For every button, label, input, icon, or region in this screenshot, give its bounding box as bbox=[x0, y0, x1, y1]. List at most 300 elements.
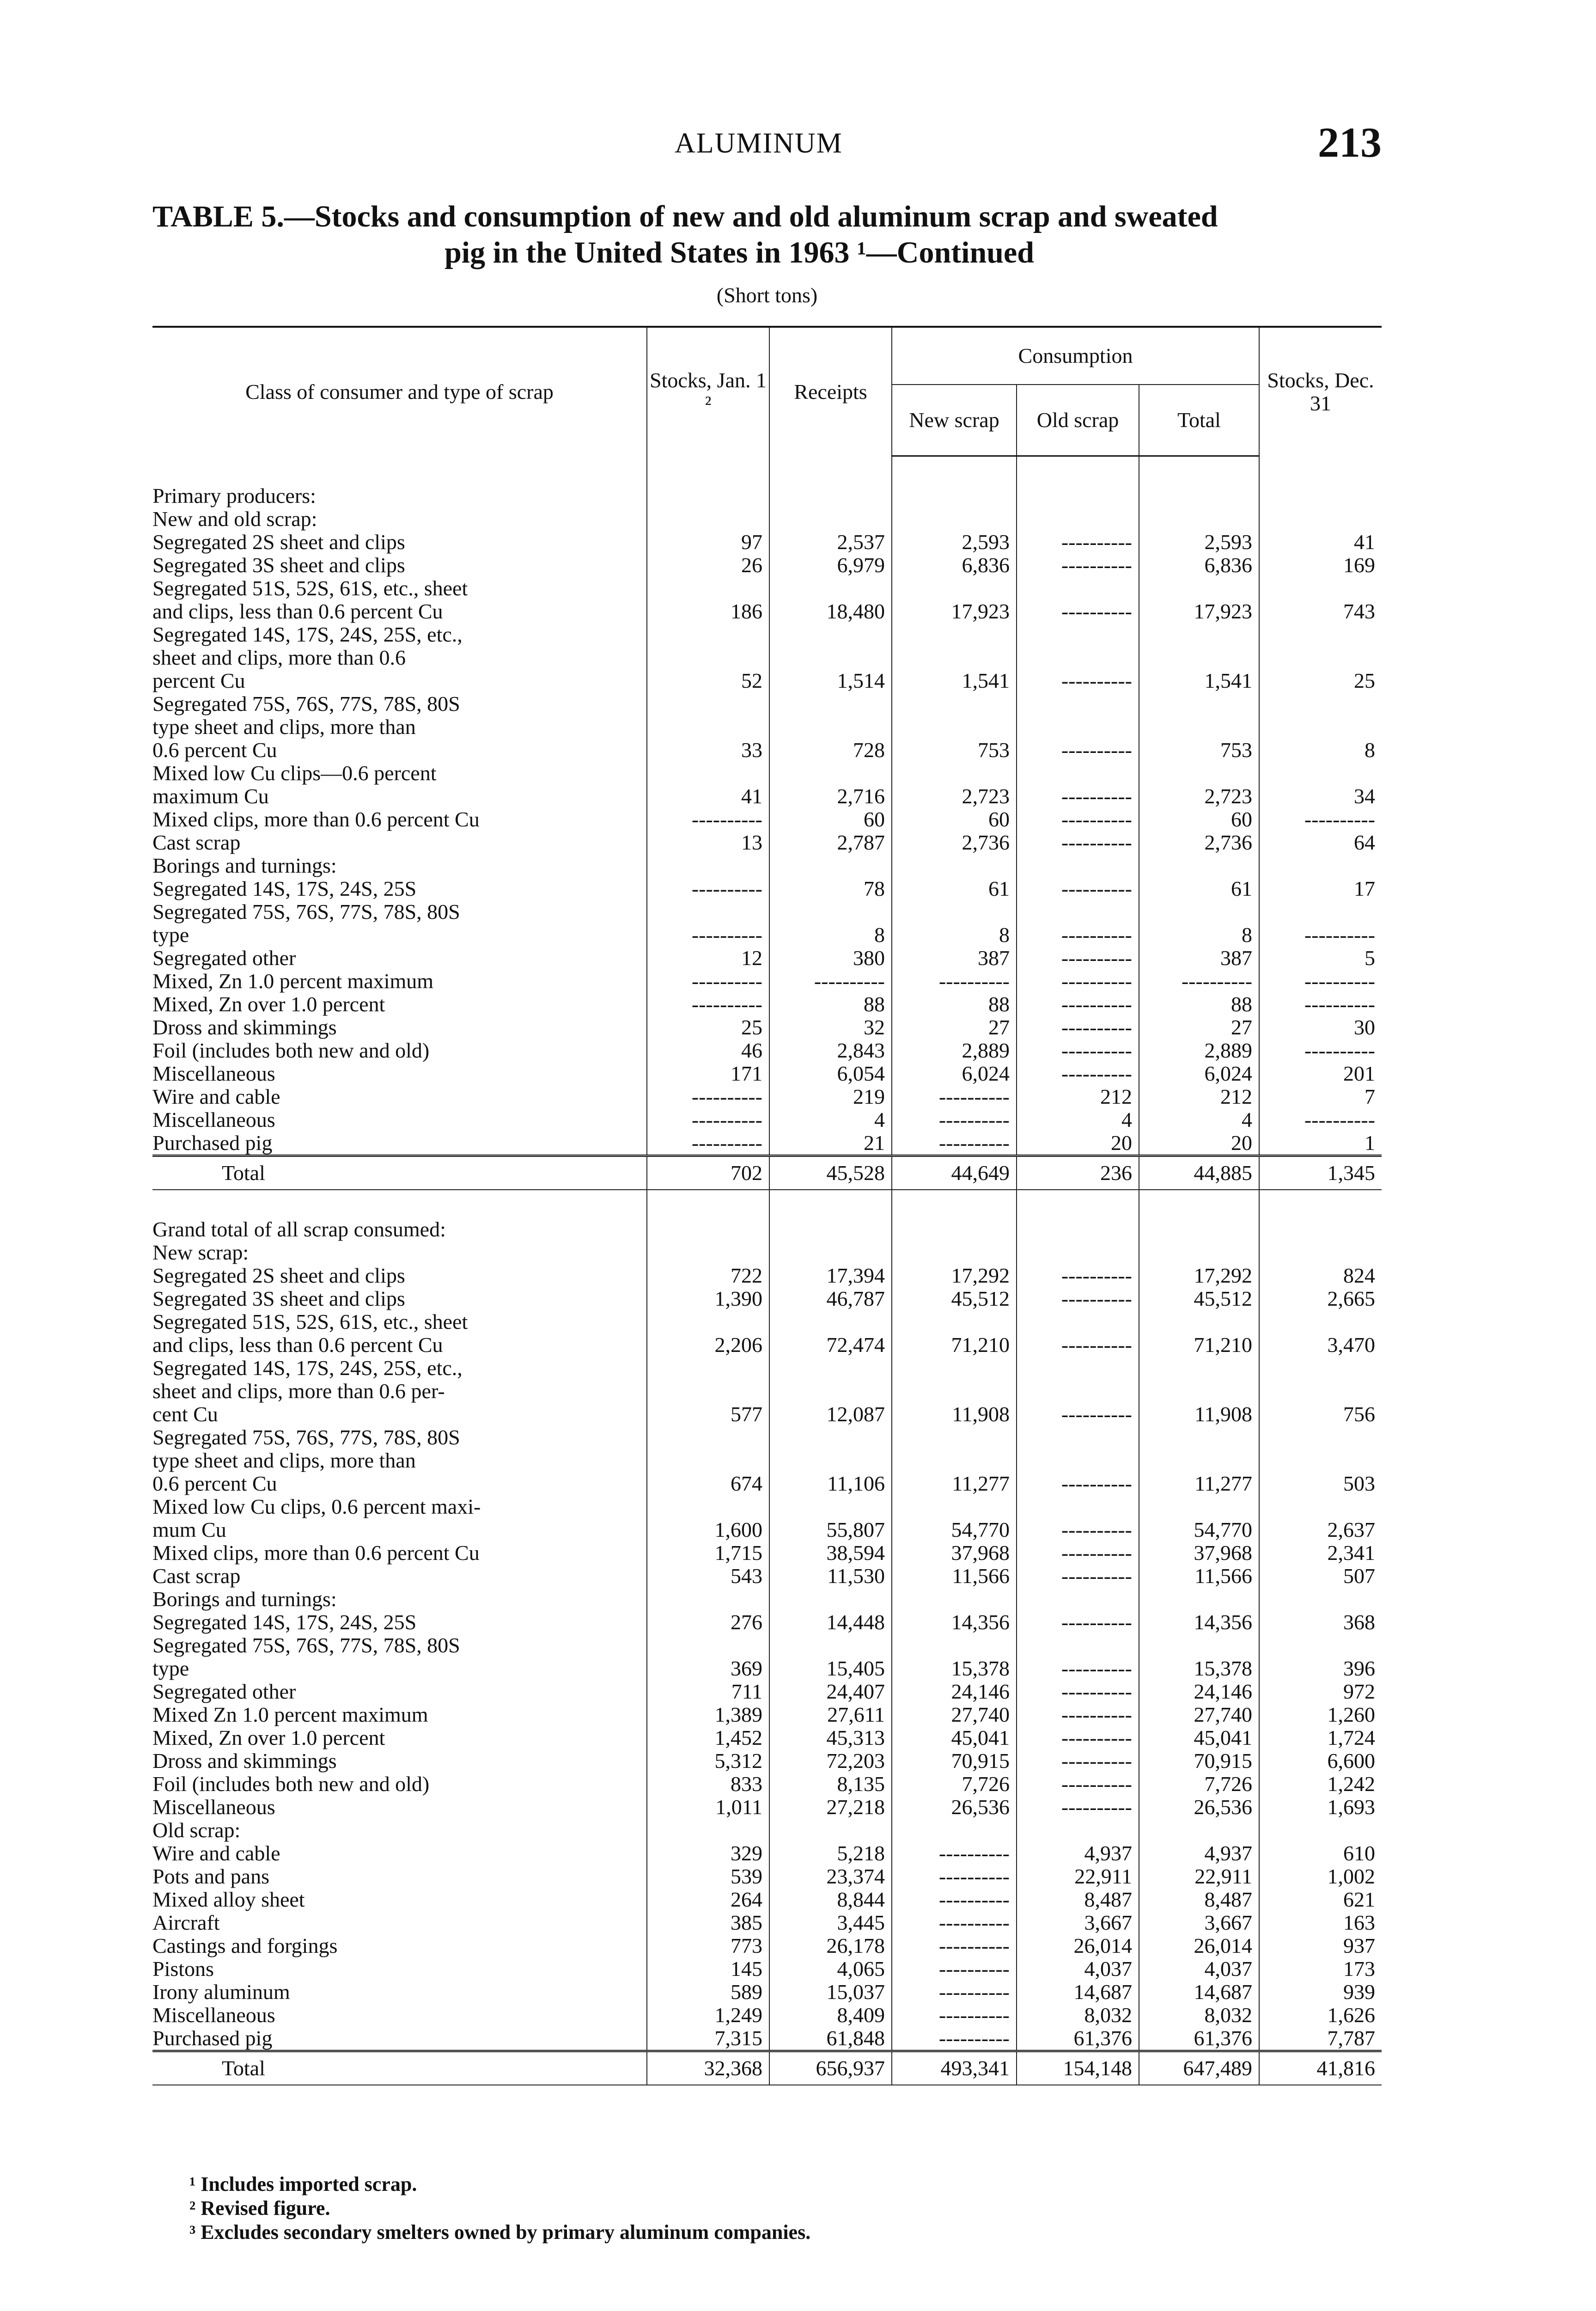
cell-total: 4,937 bbox=[1139, 1842, 1259, 1865]
cell-stocks-dec: ---------- bbox=[1259, 1039, 1382, 1062]
cell-receipts: 728 bbox=[769, 739, 892, 762]
row-label: Segregated other bbox=[152, 1680, 296, 1703]
cell-stocks-dec bbox=[1259, 1426, 1382, 1449]
cell-stocks-dec bbox=[1259, 1588, 1382, 1611]
table-row bbox=[152, 600, 1382, 623]
cell-new-scrap bbox=[892, 762, 1017, 785]
cell-receipts bbox=[769, 1310, 892, 1333]
table-row bbox=[152, 1773, 1382, 1796]
cell-new-scrap bbox=[892, 1426, 1017, 1449]
cell-receipts: 38,594 bbox=[769, 1541, 892, 1565]
cell-stocks-jan: 41 bbox=[647, 785, 769, 808]
table-row bbox=[152, 1981, 1382, 2004]
cell-old-scrap: ---------- bbox=[1017, 1726, 1139, 1749]
cell-receipts: 8,844 bbox=[769, 1888, 892, 1911]
cell-stocks-dec bbox=[1259, 1241, 1382, 1264]
cell-old-scrap: 154,148 bbox=[1017, 2051, 1139, 2085]
cell-stocks-dec: 756 bbox=[1259, 1403, 1382, 1426]
cell-total: 11,908 bbox=[1139, 1403, 1259, 1426]
cell-receipts: 17,394 bbox=[769, 1264, 892, 1287]
cell-stocks-dec: 1,724 bbox=[1259, 1726, 1382, 1749]
cell-old-scrap: 4,037 bbox=[1017, 1957, 1139, 1981]
cell-stocks-dec: 396 bbox=[1259, 1657, 1382, 1680]
row-label: and clips, less than 0.6 percent Cu bbox=[152, 1333, 443, 1357]
cell-receipts: 2,716 bbox=[769, 785, 892, 808]
cell-stocks-jan: ---------- bbox=[647, 877, 769, 900]
cell-receipts bbox=[769, 1380, 892, 1403]
table-row bbox=[152, 1842, 1382, 1865]
cell-receipts: 15,405 bbox=[769, 1657, 892, 1680]
cell-stocks-jan: ---------- bbox=[647, 1131, 769, 1156]
cell-total bbox=[1139, 1449, 1259, 1472]
table-header bbox=[152, 327, 1382, 456]
cell-total bbox=[1139, 692, 1259, 715]
cell-total: 61 bbox=[1139, 877, 1259, 900]
row-label: Segregated 3S sheet and clips bbox=[152, 1287, 405, 1310]
cell-total: 2,889 bbox=[1139, 1039, 1259, 1062]
cell-total: 7,726 bbox=[1139, 1773, 1259, 1796]
cell-stocks-jan: 52 bbox=[647, 669, 769, 692]
cell-new-scrap: ---------- bbox=[892, 2027, 1017, 2051]
cell-old-scrap: ---------- bbox=[1017, 1039, 1139, 1062]
cell-old-scrap bbox=[1017, 1634, 1139, 1657]
row-label: Aircraft bbox=[152, 1911, 220, 1934]
row-label: Miscellaneous bbox=[152, 1062, 275, 1085]
cell-stocks-dec bbox=[1259, 715, 1382, 739]
cell-new-scrap: ---------- bbox=[892, 1865, 1017, 1888]
table-row bbox=[152, 1957, 1382, 1981]
cell-old-scrap: 236 bbox=[1017, 1156, 1139, 1190]
table-row bbox=[152, 947, 1382, 970]
cell-stocks-dec bbox=[1259, 762, 1382, 785]
cell-receipts: 26,178 bbox=[769, 1934, 892, 1957]
section-row bbox=[152, 900, 1382, 923]
cell-total bbox=[1139, 1357, 1259, 1380]
cell-stocks-dec bbox=[1259, 1357, 1382, 1380]
cell-receipts bbox=[769, 1819, 892, 1842]
row-label: Miscellaneous bbox=[152, 2004, 275, 2027]
footnote-3: ³ Excludes secondary smelters owned by primary aluminum companies. bbox=[189, 2221, 811, 2244]
cell-old-scrap bbox=[1017, 715, 1139, 739]
table-row bbox=[152, 2027, 1382, 2051]
cell-old-scrap bbox=[1017, 692, 1139, 715]
cell-old-scrap: ---------- bbox=[1017, 1403, 1139, 1426]
table-row bbox=[152, 1403, 1382, 1426]
section-row bbox=[152, 1449, 1382, 1472]
cell-stocks-jan: 543 bbox=[647, 1565, 769, 1588]
cell-new-scrap: 27,740 bbox=[892, 1703, 1017, 1726]
cell-stocks-jan bbox=[647, 623, 769, 646]
cell-stocks-dec: 972 bbox=[1259, 1680, 1382, 1703]
cell-total: 45,512 bbox=[1139, 1287, 1259, 1310]
row-label: sheet and clips, more than 0.6 per- bbox=[152, 1380, 445, 1403]
cell-total: 11,566 bbox=[1139, 1565, 1259, 1588]
cell-receipts: 8,135 bbox=[769, 1773, 892, 1796]
cell-receipts: 4,065 bbox=[769, 1957, 892, 1981]
cell-old-scrap: ---------- bbox=[1017, 1016, 1139, 1039]
row-label: type bbox=[152, 1657, 189, 1680]
cell-receipts: 3,445 bbox=[769, 1911, 892, 1934]
cell-old-scrap: ---------- bbox=[1017, 1796, 1139, 1819]
table-body bbox=[152, 456, 1382, 2085]
footnote-1: ¹ Includes imported scrap. bbox=[189, 2173, 417, 2195]
cell-old-scrap: ---------- bbox=[1017, 1565, 1139, 1588]
row-label: Miscellaneous bbox=[152, 1108, 275, 1131]
cell-stocks-dec: 939 bbox=[1259, 1981, 1382, 2004]
cell-receipts: 15,037 bbox=[769, 1981, 892, 2004]
cell-stocks-dec: 507 bbox=[1259, 1565, 1382, 1588]
section-row bbox=[152, 1380, 1382, 1403]
table-row bbox=[152, 1888, 1382, 1911]
table-row bbox=[152, 808, 1382, 831]
section-row bbox=[152, 577, 1382, 600]
cell-total bbox=[1139, 1218, 1259, 1241]
cell-stocks-jan: 26 bbox=[647, 554, 769, 577]
cell-stocks-jan: 46 bbox=[647, 1039, 769, 1062]
cell-new-scrap: 2,889 bbox=[892, 1039, 1017, 1062]
cell-total bbox=[1139, 1495, 1259, 1518]
cell-stocks-jan: 1,715 bbox=[647, 1541, 769, 1565]
cell-stocks-jan: 577 bbox=[647, 1403, 769, 1426]
cell-stocks-dec: 1,242 bbox=[1259, 1773, 1382, 1796]
cell-stocks-jan: 1,452 bbox=[647, 1726, 769, 1749]
cell-receipts bbox=[769, 1634, 892, 1657]
cell-stocks-jan: ---------- bbox=[647, 970, 769, 993]
cell-receipts: 18,480 bbox=[769, 600, 892, 623]
cell-new-scrap: 14,356 bbox=[892, 1611, 1017, 1634]
cell-total: 17,292 bbox=[1139, 1264, 1259, 1287]
cell-total: 647,489 bbox=[1139, 2051, 1259, 2085]
row-label: Segregated 51S, 52S, 61S, etc., sheet bbox=[152, 577, 468, 600]
cell-receipts: 11,106 bbox=[769, 1472, 892, 1495]
cell-stocks-jan bbox=[647, 1218, 769, 1241]
cell-new-scrap: 8 bbox=[892, 923, 1017, 947]
row-label: Segregated 14S, 17S, 24S, 25S, etc., bbox=[152, 1357, 463, 1380]
cell-old-scrap: 8,032 bbox=[1017, 2004, 1139, 2027]
cell-stocks-jan: 32,368 bbox=[647, 2051, 769, 2085]
cell-old-scrap bbox=[1017, 507, 1139, 531]
row-label: Grand total of all scrap consumed: bbox=[152, 1218, 446, 1241]
cell-new-scrap: 54,770 bbox=[892, 1518, 1017, 1541]
running-title: ALUMINUM bbox=[675, 128, 843, 159]
cell-stocks-jan: 264 bbox=[647, 1888, 769, 1911]
cell-old-scrap: ---------- bbox=[1017, 785, 1139, 808]
cell-stocks-dec: 824 bbox=[1259, 1264, 1382, 1287]
cell-receipts: 11,530 bbox=[769, 1565, 892, 1588]
cell-old-scrap: ---------- bbox=[1017, 1062, 1139, 1085]
cell-new-scrap: 17,923 bbox=[892, 600, 1017, 623]
section-row bbox=[152, 1588, 1382, 1611]
cell-old-scrap: ---------- bbox=[1017, 1749, 1139, 1773]
table-row bbox=[152, 1264, 1382, 1287]
cell-total bbox=[1139, 762, 1259, 785]
cell-total bbox=[1139, 1310, 1259, 1333]
cell-new-scrap bbox=[892, 1218, 1017, 1241]
cell-receipts: 55,807 bbox=[769, 1518, 892, 1541]
row-label: Cast scrap bbox=[152, 831, 241, 854]
cell-stocks-jan bbox=[647, 900, 769, 923]
cell-new-scrap bbox=[892, 854, 1017, 877]
cell-total: 8,487 bbox=[1139, 1888, 1259, 1911]
table-row bbox=[152, 970, 1382, 993]
table-row bbox=[152, 1611, 1382, 1634]
cell-receipts: 1,514 bbox=[769, 669, 892, 692]
row-label: Segregated 14S, 17S, 24S, 25S, etc., bbox=[152, 623, 463, 646]
cell-new-scrap: 37,968 bbox=[892, 1541, 1017, 1565]
section-row bbox=[152, 1357, 1382, 1380]
cell-total: 88 bbox=[1139, 993, 1259, 1016]
cell-old-scrap: ---------- bbox=[1017, 600, 1139, 623]
cell-stocks-jan: 145 bbox=[647, 1957, 769, 1981]
cell-new-scrap: 2,593 bbox=[892, 531, 1017, 554]
cell-stocks-dec bbox=[1259, 646, 1382, 669]
cell-old-scrap bbox=[1017, 1495, 1139, 1518]
cell-total: 44,885 bbox=[1139, 1156, 1259, 1190]
cell-new-scrap: 24,146 bbox=[892, 1680, 1017, 1703]
cell-total: 26,014 bbox=[1139, 1934, 1259, 1957]
cell-stocks-dec: 30 bbox=[1259, 1016, 1382, 1039]
cell-new-scrap: 7,726 bbox=[892, 1773, 1017, 1796]
cell-total: 6,024 bbox=[1139, 1062, 1259, 1085]
row-label: Segregated 3S sheet and clips bbox=[152, 554, 405, 577]
cell-new-scrap: 70,915 bbox=[892, 1749, 1017, 1773]
cell-stocks-dec: 1,002 bbox=[1259, 1865, 1382, 1888]
cell-stocks-dec: ---------- bbox=[1259, 993, 1382, 1016]
table-row bbox=[152, 1541, 1382, 1565]
cell-stocks-jan bbox=[647, 1241, 769, 1264]
cell-total: 45,041 bbox=[1139, 1726, 1259, 1749]
row-label: Mixed alloy sheet bbox=[152, 1888, 305, 1911]
cell-stocks-dec: 41 bbox=[1259, 531, 1382, 554]
row-label: Foil (includes both new and old) bbox=[152, 1039, 430, 1062]
cell-old-scrap: ---------- bbox=[1017, 808, 1139, 831]
cell-old-scrap: 61,376 bbox=[1017, 2027, 1139, 2051]
cell-total bbox=[1139, 484, 1259, 507]
cell-total: 54,770 bbox=[1139, 1518, 1259, 1541]
cell-receipts: 380 bbox=[769, 947, 892, 970]
spacer-row bbox=[152, 456, 1382, 485]
cell-receipts: 27,218 bbox=[769, 1796, 892, 1819]
cell-stocks-dec: 25 bbox=[1259, 669, 1382, 692]
cell-stocks-jan: 5,312 bbox=[647, 1749, 769, 1773]
table-row bbox=[152, 831, 1382, 854]
cell-old-scrap: ---------- bbox=[1017, 1703, 1139, 1726]
cell-old-scrap: ---------- bbox=[1017, 1541, 1139, 1565]
cell-receipts: 24,407 bbox=[769, 1680, 892, 1703]
row-label: type sheet and clips, more than bbox=[152, 1449, 416, 1472]
cell-stocks-dec: 503 bbox=[1259, 1472, 1382, 1495]
cell-stocks-jan: 722 bbox=[647, 1264, 769, 1287]
cell-receipts: 60 bbox=[769, 808, 892, 831]
cell-old-scrap: ---------- bbox=[1017, 1611, 1139, 1634]
cell-stocks-dec: 34 bbox=[1259, 785, 1382, 808]
cell-total: 2,593 bbox=[1139, 531, 1259, 554]
cell-receipts: 219 bbox=[769, 1085, 892, 1108]
cell-stocks-dec: 6,600 bbox=[1259, 1749, 1382, 1773]
col-consumption: Consumption bbox=[892, 327, 1259, 385]
row-label: Total bbox=[152, 2051, 647, 2085]
row-label: Segregated 2S sheet and clips bbox=[152, 531, 405, 554]
cell-old-scrap bbox=[1017, 484, 1139, 507]
cell-total: 753 bbox=[1139, 739, 1259, 762]
cell-new-scrap bbox=[892, 484, 1017, 507]
cell-new-scrap: ---------- bbox=[892, 1842, 1017, 1865]
cell-new-scrap: 2,723 bbox=[892, 785, 1017, 808]
table-row bbox=[152, 1131, 1382, 1156]
cell-stocks-jan bbox=[647, 646, 769, 669]
row-label: Old scrap: bbox=[152, 1819, 241, 1842]
cell-stocks-dec bbox=[1259, 623, 1382, 646]
cell-stocks-dec bbox=[1259, 854, 1382, 877]
cell-new-scrap: 44,649 bbox=[892, 1156, 1017, 1190]
spacer-row bbox=[152, 1190, 1382, 1218]
cell-new-scrap bbox=[892, 1310, 1017, 1333]
cell-old-scrap bbox=[1017, 854, 1139, 877]
cell-receipts: 23,374 bbox=[769, 1865, 892, 1888]
footnote-2: ² Revised figure. bbox=[189, 2197, 330, 2219]
cell-new-scrap: 61 bbox=[892, 877, 1017, 900]
cell-total: 3,667 bbox=[1139, 1911, 1259, 1934]
section-row bbox=[152, 762, 1382, 785]
row-label: Segregated other bbox=[152, 947, 296, 970]
cell-total: 26,536 bbox=[1139, 1796, 1259, 1819]
table-title bbox=[152, 199, 1382, 271]
cell-old-scrap: 8,487 bbox=[1017, 1888, 1139, 1911]
cell-new-scrap bbox=[892, 1357, 1017, 1380]
cell-stocks-jan: 1,011 bbox=[647, 1796, 769, 1819]
cell-receipts: 32 bbox=[769, 1016, 892, 1039]
cell-receipts: 12,087 bbox=[769, 1403, 892, 1426]
cell-old-scrap: 22,911 bbox=[1017, 1865, 1139, 1888]
cell-stocks-jan: 276 bbox=[647, 1611, 769, 1634]
cell-total: 24,146 bbox=[1139, 1680, 1259, 1703]
table-row bbox=[152, 877, 1382, 900]
row-label: Mixed low Cu clips, 0.6 percent maxi- bbox=[152, 1495, 481, 1518]
cell-old-scrap bbox=[1017, 1449, 1139, 1472]
cell-receipts: 78 bbox=[769, 877, 892, 900]
cell-new-scrap bbox=[892, 1588, 1017, 1611]
scrap-stocks-table bbox=[152, 326, 1382, 2085]
cell-stocks-jan: 674 bbox=[647, 1472, 769, 1495]
cell-stocks-dec: 1,345 bbox=[1259, 1156, 1382, 1190]
cell-stocks-jan: 702 bbox=[647, 1156, 769, 1190]
cell-new-scrap: 15,378 bbox=[892, 1657, 1017, 1680]
cell-new-scrap: ---------- bbox=[892, 1981, 1017, 2004]
cell-receipts: 2,537 bbox=[769, 531, 892, 554]
cell-total bbox=[1139, 1241, 1259, 1264]
cell-old-scrap bbox=[1017, 1310, 1139, 1333]
cell-stocks-dec: ---------- bbox=[1259, 970, 1382, 993]
cell-old-scrap: ---------- bbox=[1017, 1657, 1139, 1680]
cell-total: 60 bbox=[1139, 808, 1259, 831]
cell-old-scrap: 14,687 bbox=[1017, 1981, 1139, 2004]
cell-old-scrap: 20 bbox=[1017, 1131, 1139, 1156]
row-label: Miscellaneous bbox=[152, 1796, 275, 1819]
cell-old-scrap bbox=[1017, 900, 1139, 923]
running-head bbox=[152, 118, 1382, 169]
row-label: Borings and turnings: bbox=[152, 1588, 337, 1611]
cell-stocks-dec: 610 bbox=[1259, 1842, 1382, 1865]
cell-receipts bbox=[769, 692, 892, 715]
cell-stocks-jan: 589 bbox=[647, 1981, 769, 2004]
cell-old-scrap: ---------- bbox=[1017, 877, 1139, 900]
table-row bbox=[152, 785, 1382, 808]
col-stocks-jan: Stocks, Jan. 1 ² bbox=[647, 327, 769, 456]
row-label: Castings and forgings bbox=[152, 1934, 338, 1957]
cell-new-scrap bbox=[892, 646, 1017, 669]
cell-total: 14,687 bbox=[1139, 1981, 1259, 2004]
row-label: Total bbox=[152, 1156, 647, 1190]
row-label: Mixed clips, more than 0.6 percent Cu bbox=[152, 808, 480, 831]
cell-stocks-jan: 833 bbox=[647, 1773, 769, 1796]
cell-total: 20 bbox=[1139, 1131, 1259, 1156]
cell-receipts: 45,313 bbox=[769, 1726, 892, 1749]
cell-receipts bbox=[769, 1218, 892, 1241]
cell-new-scrap: 17,292 bbox=[892, 1264, 1017, 1287]
row-label: percent Cu bbox=[152, 669, 245, 692]
cell-receipts: 4 bbox=[769, 1108, 892, 1131]
cell-stocks-jan: 1,390 bbox=[647, 1287, 769, 1310]
table-row bbox=[152, 1062, 1382, 1085]
table-row bbox=[152, 1911, 1382, 1934]
table-row bbox=[152, 531, 1382, 554]
cell-old-scrap: ---------- bbox=[1017, 1472, 1139, 1495]
cell-old-scrap: ---------- bbox=[1017, 923, 1139, 947]
page-number: 213 bbox=[1318, 119, 1382, 166]
cell-old-scrap bbox=[1017, 1426, 1139, 1449]
table-row bbox=[152, 1565, 1382, 1588]
cell-stocks-jan: 7,315 bbox=[647, 2027, 769, 2051]
cell-total bbox=[1139, 715, 1259, 739]
cell-total: ---------- bbox=[1139, 970, 1259, 993]
cell-receipts bbox=[769, 577, 892, 600]
cell-total: 61,376 bbox=[1139, 2027, 1259, 2051]
cell-old-scrap: 4 bbox=[1017, 1108, 1139, 1131]
row-label: Segregated 75S, 76S, 77S, 78S, 80S bbox=[152, 1426, 460, 1449]
cell-stocks-jan: 171 bbox=[647, 1062, 769, 1085]
cell-stocks-dec bbox=[1259, 1310, 1382, 1333]
cell-stocks-jan: ---------- bbox=[647, 1108, 769, 1131]
cell-receipts bbox=[769, 1241, 892, 1264]
cell-stocks-jan bbox=[647, 762, 769, 785]
cell-receipts: 21 bbox=[769, 1131, 892, 1156]
cell-new-scrap: 11,908 bbox=[892, 1403, 1017, 1426]
cell-stocks-dec: 7,787 bbox=[1259, 2027, 1382, 2051]
cell-old-scrap: ---------- bbox=[1017, 1333, 1139, 1357]
section-row bbox=[152, 854, 1382, 877]
col-class: Class of consumer and type of scrap bbox=[152, 327, 647, 456]
section-row bbox=[152, 715, 1382, 739]
cell-stocks-dec: 368 bbox=[1259, 1611, 1382, 1634]
table-row bbox=[152, 1726, 1382, 1749]
cell-old-scrap: 3,667 bbox=[1017, 1911, 1139, 1934]
cell-stocks-dec bbox=[1259, 507, 1382, 531]
row-label: Segregated 2S sheet and clips bbox=[152, 1264, 405, 1287]
cell-stocks-dec bbox=[1259, 484, 1382, 507]
total-row bbox=[152, 1156, 1382, 1190]
section-row bbox=[152, 484, 1382, 507]
cell-new-scrap: ---------- bbox=[892, 1911, 1017, 1934]
cell-new-scrap bbox=[892, 577, 1017, 600]
cell-receipts: 46,787 bbox=[769, 1287, 892, 1310]
cell-stocks-dec: 8 bbox=[1259, 739, 1382, 762]
section-row bbox=[152, 1310, 1382, 1333]
cell-total bbox=[1139, 646, 1259, 669]
cell-new-scrap: ---------- bbox=[892, 1085, 1017, 1108]
cell-new-scrap: ---------- bbox=[892, 1888, 1017, 1911]
cell-old-scrap bbox=[1017, 1380, 1139, 1403]
row-label: Segregated 51S, 52S, 61S, etc., sheet bbox=[152, 1310, 468, 1333]
